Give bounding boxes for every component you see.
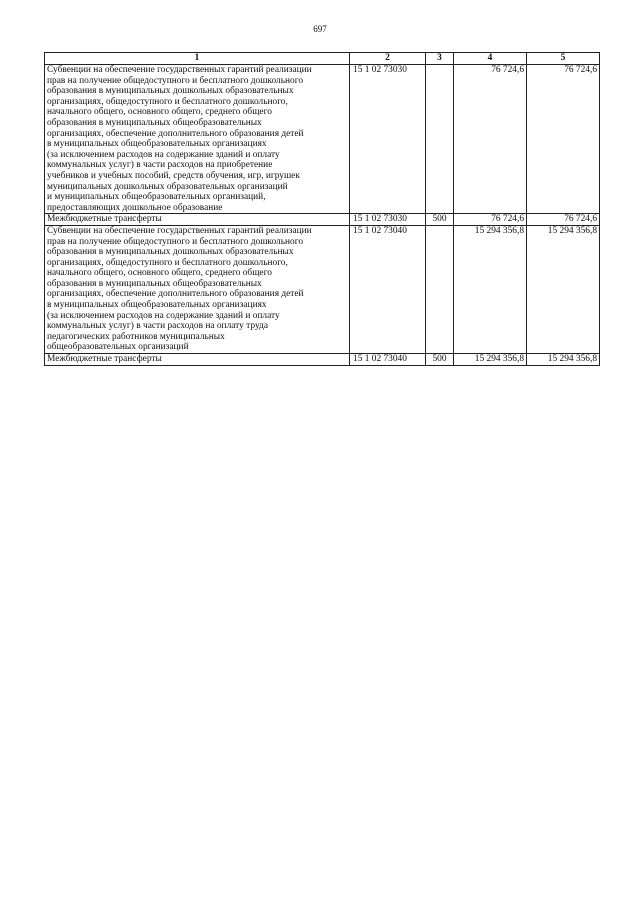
table-row bbox=[45, 354, 600, 366]
row-name-line: начального общего, основного общего, среднего общего bbox=[47, 107, 272, 118]
row-name-line: коммунальных услуг) в части расходов на оплату труда bbox=[47, 321, 268, 332]
row-name-line: организациях, общедоступного и бесплатного дошкольного, bbox=[47, 96, 288, 107]
row-amount1-cell: 76 724,6 bbox=[454, 65, 527, 214]
row-type-cell bbox=[426, 225, 454, 353]
row-code-cell: 15 1 02 73040 bbox=[350, 225, 426, 353]
header-col-2: 2 bbox=[350, 53, 426, 65]
row-amount2-cell: 15 294 356,8 bbox=[527, 225, 600, 353]
row-code-cell: 15 1 02 73040 bbox=[350, 354, 426, 366]
row-name-line: Межбюджетные трансферты bbox=[47, 214, 162, 225]
row-type-cell: 500 bbox=[426, 354, 454, 366]
row-name-cell bbox=[45, 214, 350, 226]
row-code-cell: 15 1 02 73030 bbox=[350, 214, 426, 226]
row-name-line: коммунальных услуг) в части расходов на приобретение bbox=[47, 160, 273, 171]
page-number: 697 bbox=[313, 24, 327, 34]
header-col-3: 3 bbox=[426, 53, 454, 65]
header-row bbox=[45, 53, 600, 65]
row-code-cell: 15 1 02 73030 bbox=[350, 65, 426, 214]
budget-table bbox=[44, 52, 600, 366]
row-name-line: предоставляющих дошкольное образование bbox=[47, 202, 223, 213]
header-col-5: 5 bbox=[527, 53, 600, 65]
row-name-line: прав на получение общедоступного и бесплатного дошкольного bbox=[47, 236, 304, 247]
table-body bbox=[45, 65, 600, 366]
row-name-line: Субвенции на обеспечение государственных гарантий реализации bbox=[47, 65, 312, 75]
row-amount1-cell: 76 724,6 bbox=[454, 214, 527, 226]
table-header bbox=[45, 53, 600, 65]
row-name-line: организациях, общедоступного и бесплатного дошкольного, bbox=[47, 257, 288, 268]
row-name-line: (за исключением расходов на содержание зданий и оплату bbox=[47, 149, 280, 160]
row-name-cell bbox=[45, 225, 350, 353]
row-type-cell bbox=[426, 65, 454, 214]
row-name-line: прав на получение общедоступного и бесплатного дошкольного bbox=[47, 75, 304, 86]
row-name-line: образования в муниципальных дошкольных образовательных bbox=[47, 247, 294, 258]
row-name-line: образования в муниципальных общеобразовательных bbox=[47, 117, 262, 128]
row-name-line: (за исключением расходов на содержание зданий и оплату bbox=[47, 310, 280, 321]
row-name-line: в муниципальных общеобразовательных организациях bbox=[47, 139, 267, 150]
table-row bbox=[45, 214, 600, 226]
row-amount2-cell: 15 294 356,8 bbox=[527, 354, 600, 366]
table-row bbox=[45, 65, 600, 214]
row-name-line: в муниципальных общеобразовательных организациях bbox=[47, 300, 267, 311]
row-name-line: образования в муниципальных общеобразовательных bbox=[47, 278, 262, 289]
row-name-line: организациях, обеспечение дополнительного образования детей bbox=[47, 128, 304, 139]
table-row bbox=[45, 225, 600, 353]
row-amount2-cell: 76 724,6 bbox=[527, 214, 600, 226]
row-name-line: педагогических работников муниципальных bbox=[47, 331, 225, 342]
row-name-line: Субвенции на обеспечение государственных гарантий реализации bbox=[47, 225, 312, 236]
row-name-line: начального общего, основного общего, среднего общего bbox=[47, 268, 272, 279]
row-name-line: муниципальных дошкольных образовательных организаций bbox=[47, 181, 288, 192]
row-name-line: организациях, обеспечение дополнительного образования детей bbox=[47, 289, 304, 300]
row-name-line: и муниципальных общеобразовательных организаций, bbox=[47, 192, 266, 203]
header-col-4: 4 bbox=[454, 53, 527, 65]
row-amount1-cell: 15 294 356,8 bbox=[454, 225, 527, 353]
row-name-line: общеобразовательных организаций bbox=[47, 342, 189, 353]
row-name-cell bbox=[45, 65, 350, 214]
header-col-1: 1 bbox=[45, 53, 350, 65]
row-amount2-cell: 76 724,6 bbox=[527, 65, 600, 214]
row-type-cell: 500 bbox=[426, 214, 454, 226]
row-name-cell bbox=[45, 354, 350, 366]
row-name-line: образования в муниципальных дошкольных образовательных bbox=[47, 86, 294, 97]
row-name-line: Межбюджетные трансферты bbox=[47, 354, 162, 365]
row-amount1-cell: 15 294 356,8 bbox=[454, 354, 527, 366]
row-name-line: учебников и учебных пособий, средств обучения, игр, игрушек bbox=[47, 170, 300, 181]
